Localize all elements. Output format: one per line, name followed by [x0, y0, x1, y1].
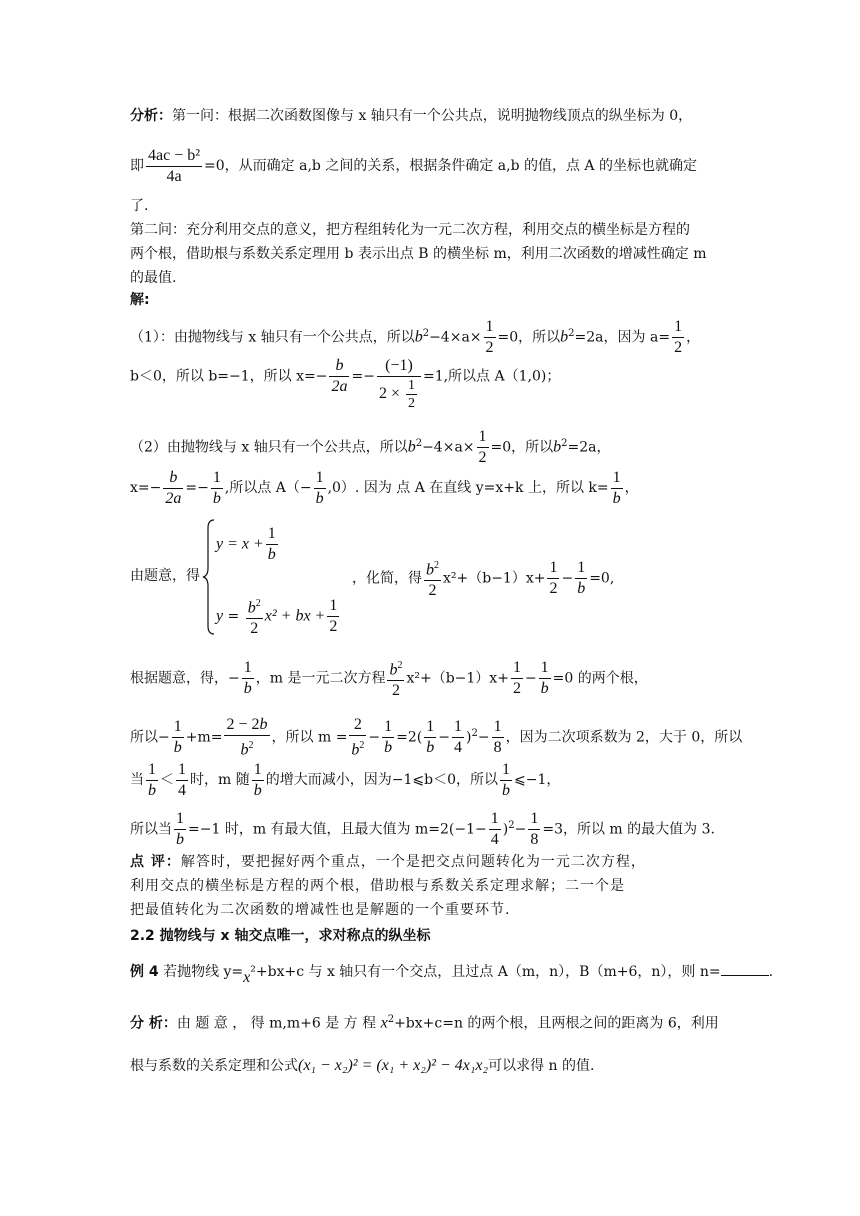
identity-formula: (x₁ − x₂)² = (x₁ + x₂)² − 4x₁x₂	[298, 1057, 489, 1074]
review-line-1: 点 评：解答时，要把握好两个重点，一个是把交点问题转化为一元二次方程，	[130, 854, 646, 870]
brace-icon	[202, 518, 216, 636]
review-line-2: 利用交点的横坐标是方程的两个根，借助根与系数关系定理求解；二一个是	[130, 878, 625, 894]
solution-part2-line1: （2）由抛物线与 x 轴只有一个公共点，所以$b^2-4\times a\times$ $\frac{1}{2}$ =0，所以$b^2=2a$，	[130, 428, 611, 467]
solution-sum: 所以− $\frac{1}{b}$ +m= $\frac{2 - 2b}{b^2}$ ，所以 m = $\frac{2}{b^2}$ − $\frac{1}{b}$ =2( $\frac{1}{b}$ − $\frac{1}{4}$ )$^2$− $\frac{1}{8}$ ，因为二次项系数为 2，大于 0，所以	[130, 715, 743, 759]
solution-part1-line1: （1）：由抛物线与 x 轴只有一个公共点，所以$b^2-4\times a\times$ $\frac{1}{2}$ =0，所以$b^2=2a$，因为 a= $\frac{1}{2}$ ，	[130, 318, 701, 357]
solution-max: 所以当 $\frac{1}{b}$ =−1 时，m 有最大值，且最大值为 m=2(−1− $\frac{1}{4}$ )$^2$− $\frac{1}{8}$ =3，所以 m 的最大值为 3.	[130, 810, 715, 849]
equation-line: y = x + $\frac{1}{b}$	[216, 525, 276, 563]
analysis-line-6: 的最值.	[130, 270, 177, 286]
analysis2-line-2: 根与系数的关系定理和公式(x₁ − x₂)² = (x₁ + x₂)² − 4x₁x₂可以求得 n 的值.	[130, 1057, 595, 1074]
section-title: 2.2 抛物线与 x 轴交点唯一，求对称点的纵坐标	[130, 928, 431, 944]
analysis-line-2: 即 $\frac{\text{4ac − b²}}{4a}$ =0，从而确定 a,b 之间的关系，根据条件确定 a,b 的值，点 A 的坐标也就确定	[130, 146, 697, 185]
review-label: 点 评：	[130, 854, 181, 870]
analysis2-line-1: 分 析：由 题 意 ， 得 m,m+6 是 方 程 $x^2+bx+c=n$ 的两个根，且两根之间的距离为 6，利用	[130, 1014, 719, 1032]
analysis-line-5: 两个根，借助根与系数关系定理用 b 表示出点 B 的横坐标 m，利用二次函数的增减性确定 m	[130, 246, 707, 262]
example-4: 例 4 若抛物线 y=x²+bx+c 与 x 轴只有一个交点，且过点 A（m，n），B（m+6，n），则 n= .	[130, 964, 774, 986]
example-label: 例 4	[130, 964, 159, 980]
answer-blank	[721, 963, 769, 976]
simplified-equation: ，化简，得 $\frac{b^2}{2}$ x²+（b−1）x+ $\frac{1}{2}$ − $\frac{1}{b}$ =0,	[352, 556, 614, 601]
analysis2-label: 分 析：	[130, 1015, 177, 1032]
solution-system: 由题意，得 y = x + $\frac{1}{b}$ y = $\frac{b^2}{2}$ x² + bx + $\frac{1}{2}$ ，化简，得 $\frac{b^2}{2}$ x²+（b−1）x+ $\frac{1}{2}$ − $\frac{1}{b}$ =0,	[130, 518, 736, 638]
solution-part1-line2: b＜0，所以 b=−1，所以 x=− $\frac{b}{2a}$ =− (−1) 2 × $\frac{1}{2}$ =1,所以点 A（1,0)；	[130, 357, 561, 411]
review-line-3: 把最值转化为二次函数的增减性也是解题的一个重要环节.	[130, 902, 511, 918]
solution-monotonic: 当 $\frac{1}{b}$ ＜ $\frac{1}{4}$ 时，m 随 $\frac{1}{b}$ 的增大而减小，因为−1⩽b＜0，所以 $\frac{1}{b}$ ⩽−1，	[130, 760, 561, 799]
analysis-line-4: 第二问：充分利用交点的意义，把方程组转化为一元二次方程，利用交点的横坐标是方程的	[130, 222, 690, 238]
equation-parabola: y = $\frac{b^2}{2}$ x² + bx + $\frac{1}{2}$	[216, 594, 341, 639]
analysis-label: 分析：	[130, 108, 172, 124]
fraction-vertex: $\frac{\text{4ac − b²}}{4a}$	[148, 146, 201, 185]
solution-label: 解:	[130, 292, 150, 308]
analysis-line-3: 了.	[130, 198, 149, 214]
solution-roots: 根据题意，得，− $\frac{1}{b}$ ，m 是一元二次方程 $\frac{b^2}{2}$ x²+（b−1）x+ $\frac{1}{2}$ − $\frac{1}{b}$ =0 的两个根，	[130, 656, 736, 700]
solution-part2-line2: x=− $\frac{b}{2a}$ =− $\frac{1}{b}$ ,所以点 A（− $\frac{1}{b}$ ,0）. 因为 点 A 在直线 y=x+k 上，所以 k= $\frac{1}{b}$ ，	[130, 468, 639, 507]
analysis-line-1: 分析：第一问：根据二次函数图像与 x 轴只有一个公共点，说明抛物线顶点的纵坐标为 0，	[130, 108, 693, 124]
